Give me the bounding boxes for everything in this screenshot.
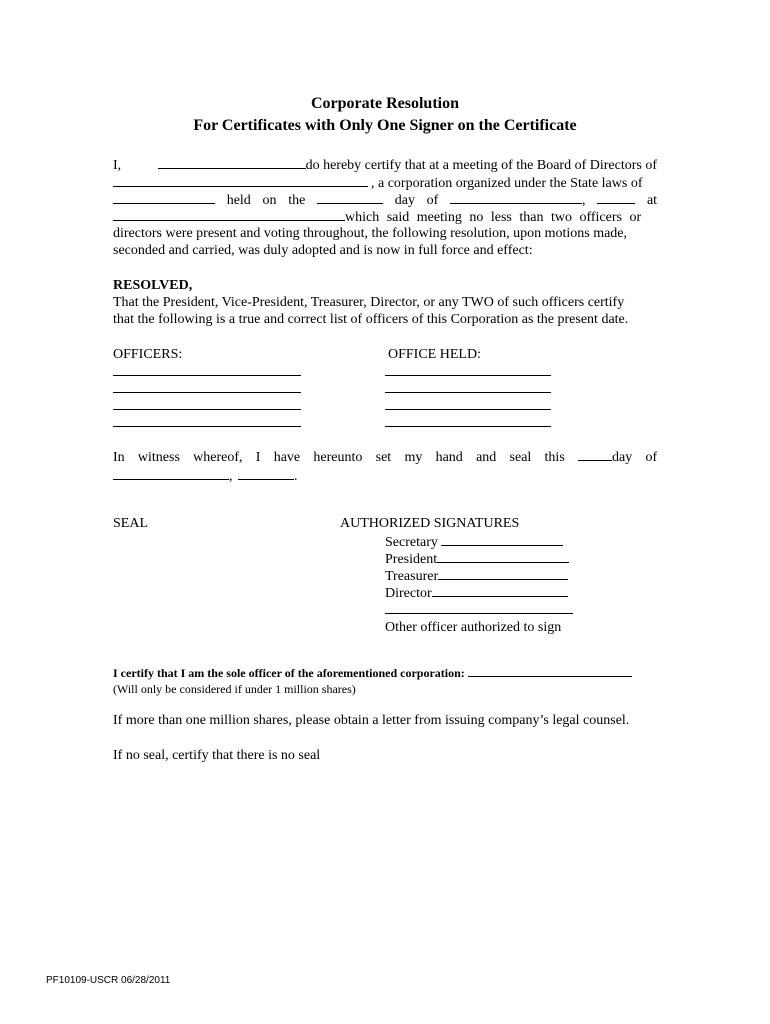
document-title: Corporate Resolution	[311, 95, 459, 112]
officer-name-line[interactable]	[113, 392, 301, 393]
director-signature: Director	[385, 584, 568, 602]
corporation-blank[interactable]	[113, 174, 368, 187]
form-id-footer: PF10109-USCR 06/28/2011	[46, 975, 171, 986]
president-signature-line[interactable]	[437, 550, 569, 563]
treasurer-signature: Treasurer	[385, 567, 568, 585]
office-held-line[interactable]	[385, 375, 551, 376]
office-held-line[interactable]	[385, 426, 551, 427]
name-blank[interactable]	[158, 156, 306, 169]
witness-line-2: , .	[113, 467, 657, 485]
resolved-line-1: That the President, Vice-President, Treasurer, Director, or any TWO of such officers certify	[113, 295, 625, 310]
officer-name-line[interactable]	[113, 375, 301, 376]
witness-year-blank[interactable]	[238, 467, 294, 480]
seal-label: SEAL	[113, 516, 148, 531]
intro-line-6: seconded and carried, was duly adopted and is now in full force and effect:	[113, 243, 533, 258]
more-shares-note: If more than one million shares, please obtain a letter from issuing company’s legal counsel.	[113, 713, 630, 728]
witness-day-blank[interactable]	[578, 448, 612, 461]
office-held-line[interactable]	[385, 409, 551, 410]
intro-line-1: I, do hereby certify that at a meeting of the Board of Directors of	[113, 158, 657, 173]
witness-line-1: In witness whereof, I have hereunto set my hand and seal this day of	[113, 450, 658, 465]
officers-header: OFFICERS:	[113, 347, 183, 362]
president-signature: President	[385, 550, 569, 568]
other-officer-signature-line[interactable]	[385, 613, 573, 614]
sole-officer-signature-line[interactable]	[468, 666, 632, 677]
location-blank[interactable]	[113, 208, 345, 221]
document-subtitle: For Certificates with Only One Signer on the Certificate	[193, 117, 577, 134]
state-blank[interactable]	[113, 191, 215, 204]
officer-name-line[interactable]	[113, 426, 301, 427]
office-held-header: OFFICE HELD:	[388, 347, 481, 362]
authorized-signatures-heading: AUTHORIZED SIGNATURES	[340, 516, 520, 531]
sole-officer-certification: I certify that I am the sole officer of the aforementioned corporation:	[113, 665, 632, 682]
day-blank[interactable]	[317, 191, 383, 204]
certification-note: (Will only be considered if under 1 million shares)	[113, 682, 356, 696]
intro-line-4: which said meeting no less than two officers or	[113, 208, 657, 226]
no-seal-note: If no seal, certify that there is no seal	[113, 748, 321, 763]
intro-line-3: held on the day of , at	[113, 191, 657, 209]
treasurer-signature-line[interactable]	[438, 567, 568, 580]
resolved-line-2: that the following is a true and correct list of officers of this Corporation as the present date.	[113, 312, 629, 327]
year-blank[interactable]	[597, 191, 635, 204]
resolved-heading: RESOLVED,	[113, 278, 193, 293]
secretary-signature-line[interactable]	[441, 533, 563, 546]
director-signature-line[interactable]	[432, 584, 568, 597]
office-held-line[interactable]	[385, 392, 551, 393]
officer-name-line[interactable]	[113, 409, 301, 410]
intro-line-5: directors were present and voting throughout, the following resolution, upon motions made,	[113, 226, 628, 241]
witness-month-blank[interactable]	[113, 467, 229, 480]
secretary-signature: Secretary	[385, 533, 563, 551]
month-blank[interactable]	[450, 191, 582, 204]
other-officer-label: Other officer authorized to sign	[385, 620, 562, 635]
intro-line-2: , a corporation organized under the State laws of	[113, 174, 657, 192]
